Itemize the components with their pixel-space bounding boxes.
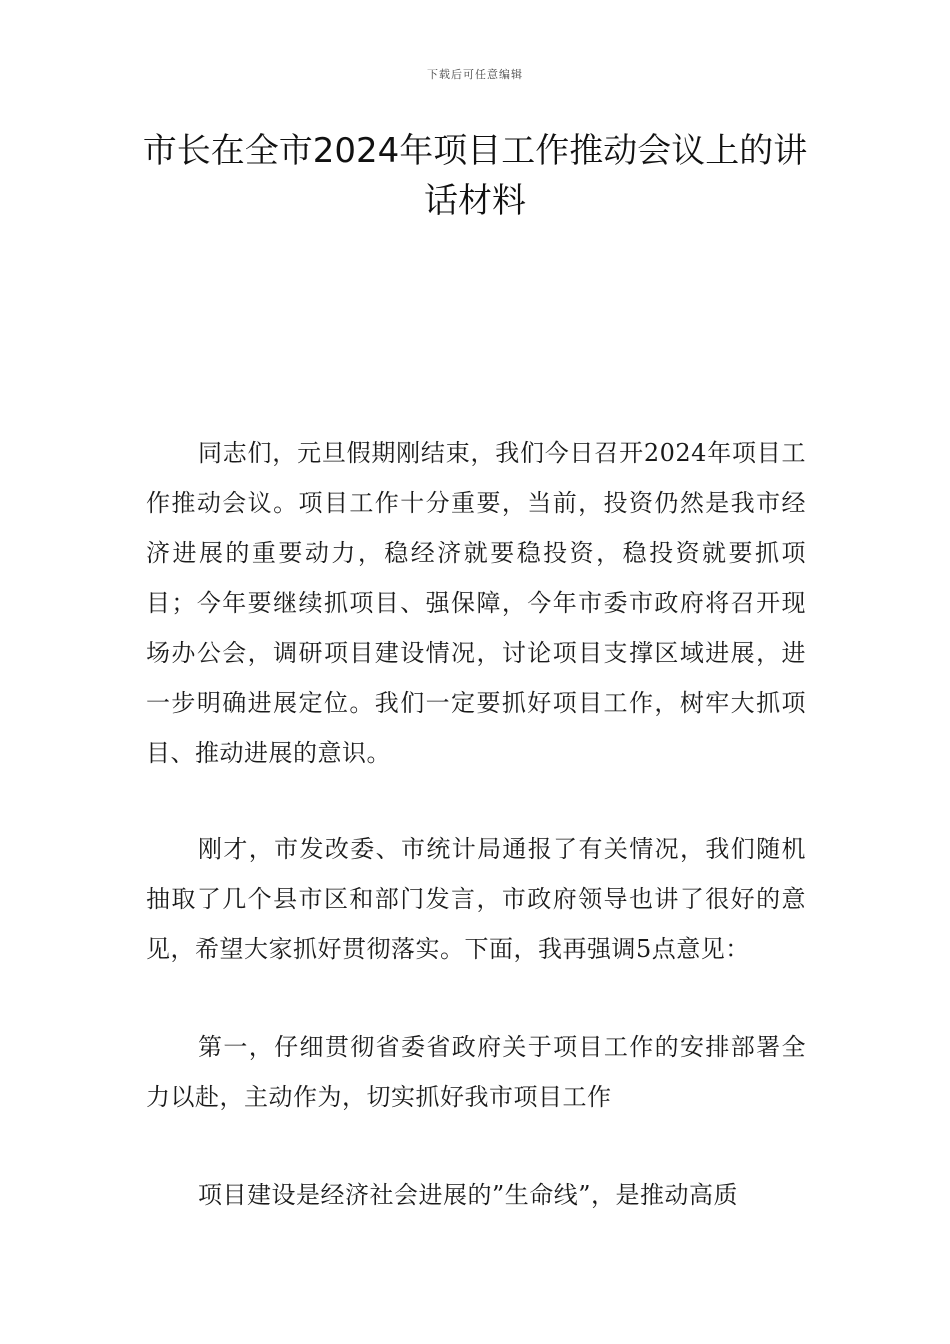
download-note: 下载后可任意编辑	[427, 68, 523, 81]
document-title: 市长在全市2024年项目工作推动会议上的讲话材料	[142, 131, 808, 221]
paragraph-opening: 同志们，元旦假期刚结束，我们今日召开2024年项目工作推动会议。项目工作十分重要，当前，投资仍然是我市经济进展的重要动力，稳经济就要稳投资，稳投资就要抓项目；今年要继续抓项目、强保障，今年市委市政府将召开现场办公会，调研项目建设情况，讨论项目支撑区域进展，进一步明确进展定位。我们一定要抓好项目工作，树牢大抓项目、推动进展的意识。	[146, 439, 806, 767]
paragraph-project-construction: 项目建设是经济社会进展的”生命线”，是推动高质	[198, 1181, 739, 1209]
paragraph-point-one: 第一，仔细贯彻省委省政府关于项目工作的安排部署全力以赴，主动作为，切实抓好我市项目工作	[146, 1033, 806, 1111]
paragraph-summary: 刚才，市发改委、市统计局通报了有关情况，我们随机抽取了几个县市区和部门发言，市政府领导也讲了很好的意见，希望大家抓好贯彻落实。下面，我再强调5点意见：	[146, 835, 806, 963]
